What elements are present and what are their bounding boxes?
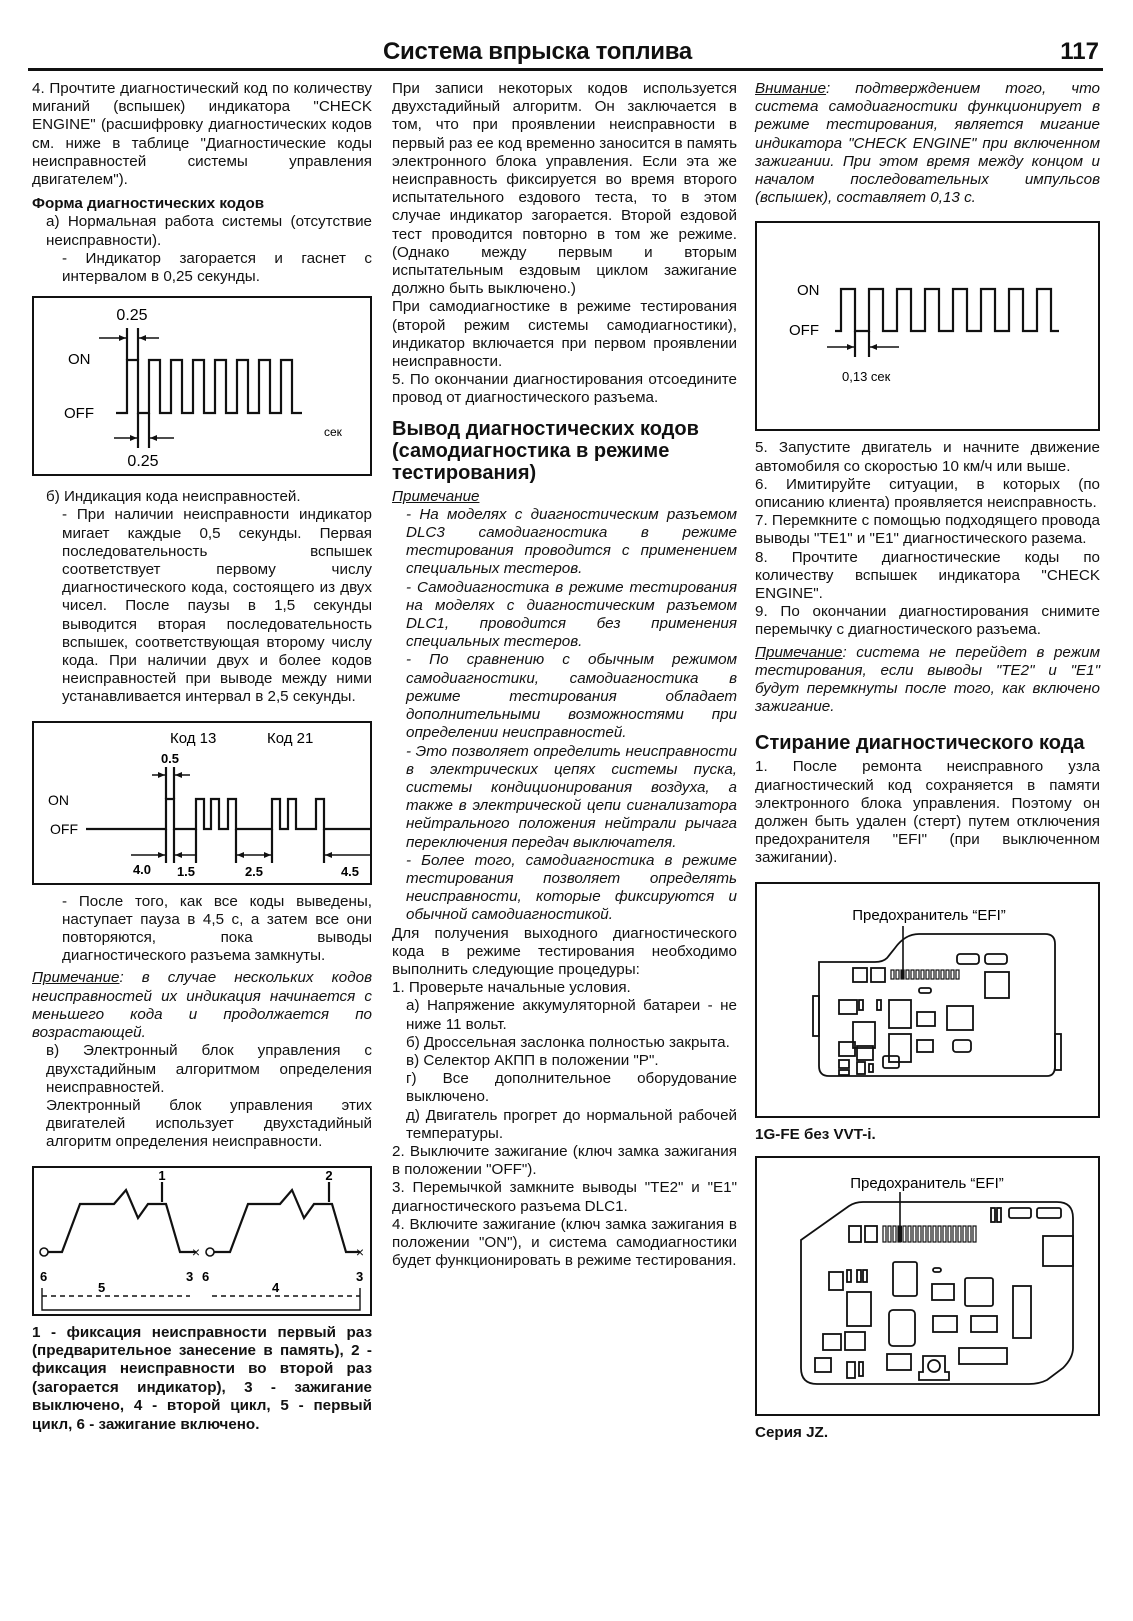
item-a-title: а) Нормальная работа системы (отсутствие неисправности). — [46, 213, 372, 249]
step-4: 4. Включите зажигание (ключ замка зажигания в положении "ON"), и система самодиагностики будет функционировать в режиме тестирования. — [392, 1215, 737, 1270]
paragraph-read-code: 4. Прочтите диагностический код по количеству миганий (вспышек) индикатора "CHECK ENGINE" (расшифровку диагностических кодов см. ниже в таблице "Диагностические коды неисправностей системы управления двигателем"). — [32, 80, 372, 189]
fig3-label-3a: 3 — [186, 1268, 194, 1284]
figure-two-stage-cycle — [32, 1166, 372, 1316]
note-item: - Это позволяет определить неисправности в электрических цепях системы пуска, системы кондиционирования воздуха, а также в электрической цепи сигнализатора нейтрального положения нейтрали рычага переключения передач выключателя. — [406, 742, 737, 851]
svg-text:×: × — [355, 1243, 365, 1260]
step-2: 2. Выключите зажигание (ключ замка зажигания в положении "OFF"). — [392, 1142, 737, 1179]
note-text: : в случае нескольких кодов неисправностей их индикация начинается с меньшего кода и продолжается по возрастающей. — [32, 969, 372, 1042]
attention-label: Внимание — [755, 80, 827, 97]
fig2-t4-label: 4.5 — [340, 863, 360, 879]
step-1-item: а) Напряжение аккумуляторной батареи - не ниже 11 вольт. — [406, 997, 737, 1033]
note-text: : система не перейдет в режим тестирования, если выводы "TE2" и "E1" будут перемкнуты после того, как включено зажигание. — [755, 643, 1100, 716]
figure-test-mode-blink — [755, 221, 1100, 431]
step-3: 3. Перемычкой замкните выводы "TE2" и "E1" диагностического разъема DLC1. — [392, 1179, 737, 1215]
item-c-title: в) Электронный блок управления с двухстадийным алгоритмом определения неисправностей. — [46, 1042, 372, 1096]
figure-code-blink — [32, 721, 372, 885]
fig3-label-6b: 6 — [202, 1268, 210, 1284]
heading-erase-code: Стирание диагностического кода — [755, 732, 1085, 755]
step-1: 1. Проверьте начальные условия. — [392, 979, 631, 997]
fig3-label-1: 1 — [158, 1167, 166, 1183]
step-1-item: в) Селектор АКПП в положении "Р". — [406, 1051, 659, 1069]
paragraph-two-stage: При записи некоторых кодов используется двухстадийный алгоритм. Он заключается в том, что при проявлении неисправности в первый раз ее код временно заносится в память электронного блока управления. Если эта же неисправность фиксируется во время второго испытательного ездового теста, то в этом случае индикатор загорается. Второй ездовой тест проводится повторно в том же режиме. (Однако между первым и вторым испытательным ездовым циклом зажигание должно быть выключено.) — [392, 80, 737, 298]
note-label: Примечание — [755, 643, 843, 661]
item-b-title: б) Индикация кода неисправностей. — [46, 488, 301, 506]
note-te2-e1 — [755, 644, 1100, 717]
fig1-bottom-label: 0.25 — [127, 453, 159, 471]
fig3-label-4: 4 — [272, 1279, 280, 1295]
step-8: 8. Прочтите диагностические коды по количеству вспышек индикатора "CHECK ENGINE". — [755, 548, 1100, 603]
note-item: - На моделях с диагностическим разъемом DLC3 самодиагностика в режиме тестирования проводится с применением специальных тестеров. — [406, 505, 737, 578]
fig4-interval-label: 0,13 сек — [842, 369, 891, 385]
figure-caption-two-stage: 1 - фиксация неисправности первый раз (предварительное занесение в память), 2 - фиксация неисправности во второй раз (загорается индикатор), 3 - зажигание выключено, 4 - второй цикл, 5 - первый цикл, 6 - зажигание включено. — [32, 1323, 372, 1433]
attention-note — [755, 80, 1100, 207]
svg-text:×: × — [191, 1243, 201, 1260]
fig2-t3-label: 2.5 — [244, 863, 264, 879]
column-1 — [32, 80, 372, 1434]
note-label: Примечание — [32, 969, 120, 987]
procedure-intro: Для получения выходного диагностического кода в режиме тестирования необходимо выполнить следующие процедуры: — [392, 924, 737, 978]
fig6-efi-fuse-label: Предохранитель “EFI” — [850, 1175, 1004, 1193]
step-1-item: г) Все дополнительное оборудование выключено. — [406, 1070, 737, 1106]
fig2-t2-label: 1.5 — [176, 863, 196, 879]
fig5-efi-fuse-label: Предохранитель “EFI” — [852, 906, 1006, 924]
fig3-label-3b: 3 — [356, 1268, 364, 1284]
attention-text: : подтверждением того, что система самодиагностики функционирует в режиме тестирования, является мигание индикатора "CHECK ENGINE" при включенном зажигании. При этом время между концом и началом последовательных импульсов (вспышек), составляет 0,13 с. — [755, 80, 1100, 207]
note-item: - По сравнению с обычным режимом самодиагностики, самодиагностика в режиме тестирования обладает дополнительными возможностями при определении неисправностей. — [406, 651, 737, 742]
fig3-label-2: 2 — [325, 1167, 333, 1183]
step-7: 7. Перемкните с помощью подходящего провода выводы "TE1" и "E1" диагностического разема. — [755, 512, 1100, 548]
fig1-off-label: OFF — [64, 405, 94, 423]
fig1-on-label: ON — [68, 351, 91, 369]
fig2-on-label: ON — [48, 791, 69, 808]
step-5: 5. Запустите двигатель и начните движение автомобиля со скоростью 10 км/ч или выше. — [755, 439, 1100, 475]
subheading-code-forms: Форма диагностических кодов — [32, 195, 265, 213]
column-2 — [392, 80, 737, 1270]
fig2-code13-label: Код 13 — [170, 729, 217, 747]
step-5-disconnect: 5. По окончании диагностирования отсоедините провод от диагностического разъема. — [392, 371, 737, 407]
step-6: 6. Имитируйте ситуации, в которых (по описанию клиента) проявляется неисправность. — [755, 475, 1100, 512]
fig2-pulse-label: 0.5 — [160, 750, 180, 766]
fig4-on-label: ON — [797, 282, 820, 300]
figure-caption-jz: Серия JZ. — [755, 1424, 829, 1442]
fig2-off-label: OFF — [50, 820, 78, 837]
after-codes-text: - После того, как все коды выведены, наступает пауза в 4,5 с, а затем все они повторяются, пока выводы диагностического разъема замкнуты. — [62, 892, 372, 965]
column-3 — [755, 80, 1100, 1443]
page-header — [28, 30, 1103, 71]
figure-caption-1g-fe: 1G-FE без VVT-i. — [755, 1125, 876, 1143]
fig1-unit-label: сек — [324, 425, 342, 440]
fig4-off-label: OFF — [789, 322, 819, 340]
note-item: - Самодиагностика в режиме тестирования на моделях с диагностическим разъемом DLC1, проводится без применения специальных тестеров. — [406, 578, 737, 651]
figure-fuse-box-jz — [755, 1156, 1100, 1416]
page-number: 117 — [1060, 38, 1099, 65]
step-9: 9. По окончании диагностирования снимите перемычку с диагностического разъема. — [755, 603, 1100, 639]
fig1-top-label: 0.25 — [116, 307, 148, 325]
figure-fuse-box-1g-fe — [755, 882, 1100, 1118]
section-title: Система впрыска топлива — [383, 38, 692, 65]
paragraph-test-mode: При самодиагностике в режиме тестирования (второй режим системы самодиагностики), индикатор включается при первом проявлении неисправности. — [392, 298, 737, 371]
fig2-t1-label: 4.0 — [132, 861, 152, 877]
figure-normal-blink — [32, 296, 372, 476]
step-1-item: д) Двигатель прогрет до нормальной рабочей температуры. — [406, 1106, 737, 1142]
step-1-item: б) Дроссельная заслонка полностью закрыта. — [406, 1033, 730, 1051]
heading-test-mode-output: Вывод диагностических кодов (самодиагностика в режиме тестирования) — [392, 417, 699, 484]
note-lower-code-first — [32, 969, 372, 1042]
item-a-text: - Индикатор загорается и гаснет с интервалом в 0,25 секунды. — [62, 249, 372, 286]
item-c-text: Электронный блок управления этих двигателей использует двухстадийный алгоритм определения неисправности. — [46, 1096, 372, 1151]
item-b-text: - При наличии неисправности индикатор мигает каждые 0,5 секунды. Первая последовательность вспышек соответствует первому числу диагностического кода, состоящего из двух чисел. После паузы в 1,5 секунды выводится вторая последовательность вспышек, соответствующая второму числу кода. При наличии двух и более кодов неисправностей при выводе между ними устанавливается интервал в 2,5 секунды. — [62, 506, 372, 706]
erase-step-1: 1. После ремонта неисправного узла диагностический код сохраняется в памяти электронного блока управления. Поэтому он должен быть удален (стерт) путем отключения предохранителя "EFI" (при выключенном зажигании). — [755, 758, 1100, 867]
fig3-label-6a: 6 — [40, 1268, 48, 1284]
fig3-label-5: 5 — [98, 1279, 106, 1295]
note-item: - Более того, самодиагностика в режиме тестирования позволяет определять неисправности, которые фиксируются и обычной самодиагностикой. — [406, 851, 737, 924]
note-label: Примечание — [392, 487, 480, 505]
fig2-code21-label: Код 21 — [267, 729, 314, 747]
